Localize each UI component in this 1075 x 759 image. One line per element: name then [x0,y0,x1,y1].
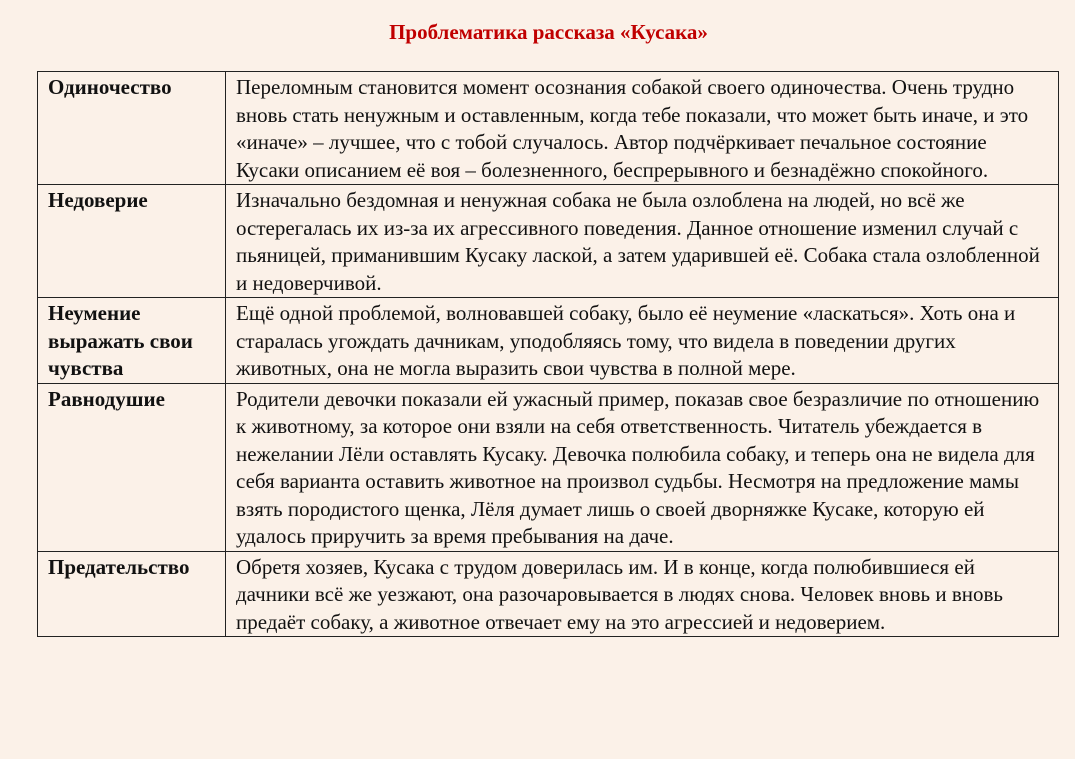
table-row [38,298,1059,384]
row-text-inability: Ещё одной проблемой, волновавшей собаку, было её неумение «ласкаться». Хоть она и старалась угождать дачникам, уподобляясь тому, что видела в поведении других животных, она не могла выразить свои чувства в полной мере. [226,298,1059,384]
table-row [38,551,1059,637]
table-row [38,72,1059,185]
row-text-distrust: Изначально бездомная и ненужная собака не была озлоблена на людей, но всё же остерегалась их из-за их агрессивного поведения. Данное отношение изменил случай с пьяницей, приманившим Кусаку лаской, а затем ударившей её. Собака стала озлобленной и недоверчивой. [226,185,1059,298]
row-text-indifference: Родители девочки показали ей ужасный пример, показав свое безразличие по отношению к животному, за которое они взяли на себя ответственность. Читатель убеждается в нежелании Лёли оставлять Кусаку. Девочка полюбила собаку, и теперь она не видела для себя варианта оставить животное на произвол судьбы. Несмотря на предложение мамы взять породистого щенка, Лёля думает лишь о своей дворняжке Кусаке, которую ей удалось приручить за время пребывания на даче. [226,383,1059,551]
row-term-betrayal: Предательство [38,551,226,637]
table-row [38,185,1059,298]
page-title: Проблематика рассказа «Кусака» [389,20,708,44]
row-term-indifference: Равнодушие [38,383,226,551]
row-term-distrust: Недоверие [38,185,226,298]
problems-table [37,71,1059,637]
row-term-inability: Неумение выражать свои чувства [38,298,226,384]
row-text-betrayal: Обретя хозяев, Кусака с трудом доверилась им. И в конце, когда полюбившиеся ей дачники всё же уезжают, она разочаровывается в людях снова. Человек вновь и вновь предаёт собаку, а животное отвечает ему на это агрессией и недоверием. [226,551,1059,637]
row-term-loneliness: Одиночество [38,72,226,185]
row-text-loneliness: Переломным становится момент осознания собакой своего одиночества. Очень трудно вновь стать ненужным и оставленным, когда тебе показали, что может быть иначе, и это «иначе» – лучшее, что с тобой случалось. Автор подчёркивает печальное состояние Кусаки описанием её воя – болезненного, беспрерывного и безнадёжно спокойного. [226,72,1059,185]
table-row [38,383,1059,551]
